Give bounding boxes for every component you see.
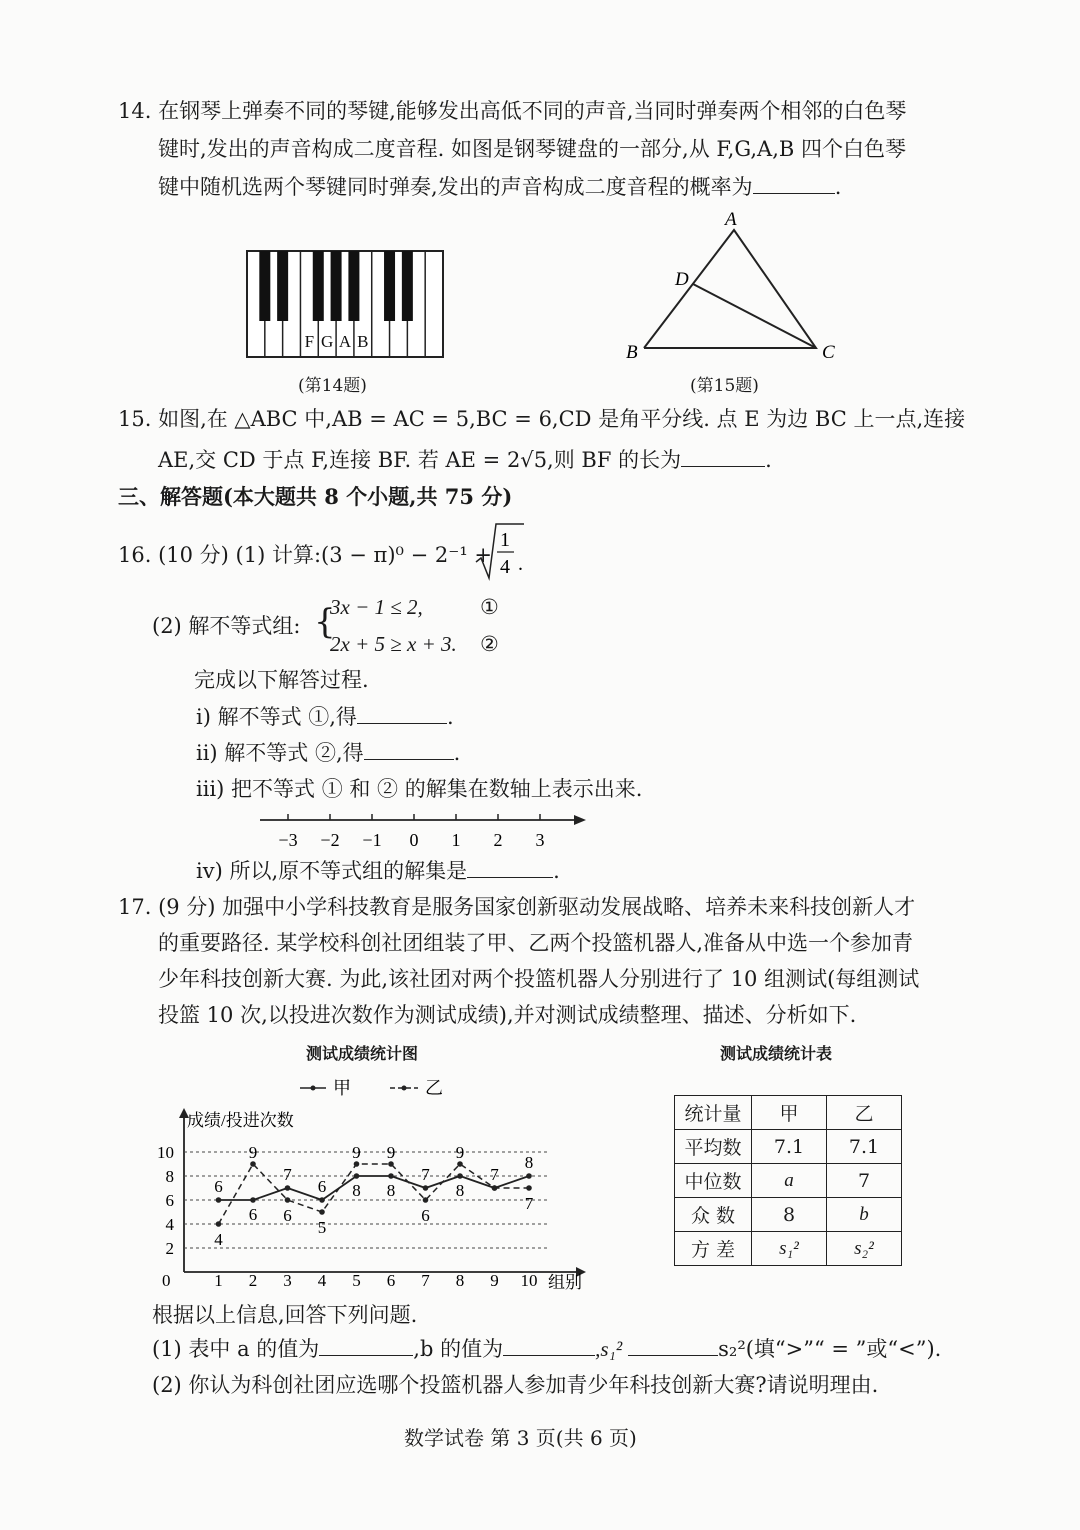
x-axis-label: 组别	[548, 1273, 582, 1292]
q15-line1: 15. 如图,在 △ABC 中,AB = AC = 5,BC = 6,CD 是角平分线. 点 E 为边 BC 上一点,连接	[118, 407, 966, 431]
data-label-yi: 4	[214, 1230, 223, 1249]
q17-after: 根据以上信息,回答下列问题.	[152, 1303, 418, 1327]
number-line-tick-label: −1	[362, 830, 382, 850]
table-header-cell: 甲	[752, 1096, 827, 1130]
number-line	[256, 808, 596, 852]
table-row	[675, 1198, 902, 1232]
data-point-jia	[526, 1173, 532, 1179]
q14-line2: 键时,发出的声音构成二度音程. 如图是钢琴键盘的一部分,从 F,G,A,B 四个白色琴	[158, 137, 906, 161]
data-point-jia	[457, 1173, 463, 1179]
data-label-yi: 7	[524, 1194, 534, 1213]
table-cell: 7	[827, 1164, 902, 1198]
answer-blank	[628, 1354, 718, 1356]
x-tick-label: 8	[455, 1271, 465, 1290]
vertex-B-label: B	[626, 342, 638, 363]
answer-blank	[319, 1354, 413, 1356]
brace: {	[314, 602, 336, 642]
sqrt-fraction	[474, 522, 534, 582]
legend-label-jia: 甲	[333, 1078, 351, 1098]
data-label-jia: 7	[283, 1165, 292, 1184]
table-cell: 中位数	[675, 1164, 752, 1198]
x-tick-label: 3	[283, 1271, 292, 1290]
answer-blank	[364, 758, 454, 760]
table-cell: 方 差	[675, 1232, 752, 1266]
svg-text:.: .	[518, 553, 523, 575]
black-key	[384, 251, 395, 321]
vertex-D-label: D	[675, 269, 689, 290]
section-heading: 三、解答题(本大题共 8 个小题,共 75 分)	[118, 484, 513, 509]
stats-table	[674, 1095, 902, 1266]
piano-keyboard-figure	[246, 250, 444, 360]
black-key	[277, 251, 288, 321]
black-key	[313, 251, 324, 321]
q14-caption: (第14题)	[298, 376, 367, 396]
y-tick-label: 10	[157, 1143, 174, 1162]
data-point-yi	[319, 1209, 325, 1215]
data-label-jia: 6	[248, 1205, 258, 1224]
table-cell: s₂²	[827, 1232, 902, 1266]
mark-2: ②	[480, 632, 499, 656]
number-line-tick-label: −3	[278, 830, 298, 850]
data-label-yi: 6	[283, 1206, 292, 1225]
q17-answer-1: (1) 表中 a 的值为 ,b 的值为 ,s₁² s₂²(填“>”“ = ”或“<”).	[152, 1337, 942, 1361]
chart-legend	[300, 1078, 443, 1098]
frac-denominator: 4	[500, 556, 510, 578]
data-label-yi: 5	[317, 1218, 327, 1237]
answer-blank	[753, 192, 835, 194]
data-label-jia: 6	[317, 1177, 327, 1196]
data-point-yi	[354, 1161, 360, 1167]
table-header-cell: 统计量	[675, 1096, 752, 1130]
table-header-cell: 乙	[827, 1096, 902, 1130]
data-point-yi	[492, 1185, 498, 1191]
data-point-yi	[250, 1161, 256, 1167]
inequality-1: 3x − 1 ≤ 2,	[330, 595, 423, 619]
q17-answer-2: (2) 你认为科创社团应选哪个投篮机器人参加青少年科技创新大赛?请说明理由.	[152, 1373, 879, 1397]
data-point-jia	[388, 1173, 394, 1179]
table-cell: b	[827, 1198, 902, 1232]
black-key	[402, 251, 413, 321]
data-label-jia: 8	[352, 1181, 361, 1200]
white-key-label: G	[321, 332, 334, 351]
q17-line3: 少年科技创新大赛. 为此,该社团对两个投篮机器人分别进行了 10 组测试(每组测试	[158, 967, 920, 991]
inequality-2: 2x + 5 ≥ x + 3.	[330, 632, 457, 656]
data-label-jia: 8	[524, 1153, 534, 1172]
data-point-jia	[250, 1197, 256, 1203]
x-tick-label: 4	[317, 1271, 327, 1290]
x-tick-label: 7	[421, 1271, 430, 1290]
table-header-row	[675, 1096, 902, 1130]
table-cell: s₁²	[752, 1232, 827, 1266]
origin-label: 0	[162, 1271, 171, 1290]
q16-step4: ⅳ) 所以,原不等式组的解集是 .	[196, 859, 560, 883]
series-line-jia	[219, 1176, 530, 1200]
data-point-yi	[526, 1185, 532, 1191]
q16-part1: 16. (10 分) (1) 计算:(3 − π)⁰ − 2⁻¹ +	[118, 543, 493, 567]
page-footer: 数学试卷 第 3 页(共 6 页)	[404, 1426, 637, 1450]
q16-intro: 完成以下解答过程.	[194, 668, 369, 692]
x-tick-label: 6	[386, 1271, 396, 1290]
data-point-yi	[285, 1197, 291, 1203]
data-label-jia: 7	[490, 1165, 499, 1184]
q15-line2: AE,交 CD 于点 F,连接 BF. 若 AE = 2√5,则 BF 的长为 .	[158, 448, 772, 472]
q16-part2-label: (2) 解不等式组:	[152, 614, 301, 638]
x-tick-label: 5	[352, 1271, 361, 1290]
frac-numerator: 1	[500, 529, 510, 551]
number-line-tick-label: −2	[320, 830, 340, 850]
data-point-yi	[216, 1221, 222, 1227]
number-line-tick-label: 3	[535, 830, 545, 850]
data-label-yi: 9	[248, 1143, 258, 1162]
data-label-yi: 6	[421, 1206, 430, 1225]
y-tick-label: 2	[165, 1239, 174, 1258]
answer-blank	[681, 465, 765, 467]
legend-label-yi: 乙	[425, 1078, 443, 1098]
y-axis-label: 成绩/投进次数	[187, 1111, 294, 1130]
white-key-label: A	[338, 332, 352, 351]
white-key-label: F	[304, 332, 315, 351]
q14-line1: 14. 在钢琴上弹奏不同的琴键,能够发出高低不同的声音,当同时弹奏两个相邻的白色琴	[118, 99, 907, 123]
black-key	[331, 251, 342, 321]
x-tick-label: 10	[520, 1271, 538, 1290]
q16-step3: ⅲ) 把不等式 ① 和 ② 的解集在数轴上表示出来.	[196, 777, 643, 801]
data-label-jia: 8	[455, 1181, 465, 1200]
data-label-yi: 9	[352, 1143, 361, 1162]
table-row	[675, 1232, 902, 1266]
table-cell: 众 数	[675, 1198, 752, 1232]
mark-1: ①	[480, 595, 499, 619]
q16-step2: ⅱ) 解不等式 ②,得 .	[196, 741, 461, 765]
data-label-jia: 6	[214, 1177, 223, 1196]
y-tick-label: 6	[165, 1191, 174, 1210]
q17-line2: 的重要路径. 某学校科创社团组装了甲、乙两个投篮机器人,准备从中选一个参加青	[158, 931, 914, 955]
data-point-jia	[216, 1197, 222, 1203]
series-line-yi	[219, 1164, 530, 1224]
table-title: 测试成绩统计表	[720, 1044, 833, 1063]
black-key	[348, 251, 359, 321]
answer-blank	[467, 876, 553, 878]
x-tick-label: 9	[490, 1271, 499, 1290]
answer-blank	[357, 722, 447, 724]
triangle-figure	[620, 200, 850, 370]
data-point-jia	[423, 1185, 429, 1191]
chart-title: 测试成绩统计图	[306, 1044, 419, 1063]
answer-blank	[503, 1354, 595, 1356]
data-label-jia: 7	[421, 1165, 430, 1184]
table-cell: 平均数	[675, 1130, 752, 1164]
data-point-jia	[354, 1173, 360, 1179]
data-label-jia: 8	[386, 1181, 396, 1200]
vertex-C-label: C	[822, 342, 835, 363]
q17-line1: 17. (9 分) 加强中小学科技教育是服务国家创新驱动发展战略、培养未来科技创新人才	[118, 895, 916, 919]
q17-line4: 投篮 10 次,以投进次数作为测试成绩),并对测试成绩整理、描述、分析如下.	[158, 1003, 857, 1027]
data-point-jia	[285, 1185, 291, 1191]
data-point-yi	[457, 1161, 463, 1167]
vertex-A-label: A	[725, 209, 737, 230]
data-point-yi	[388, 1161, 394, 1167]
number-line-tick-label: 2	[493, 830, 503, 850]
q14-line3: 键中随机选两个琴键同时弹奏,发出的声音构成二度音程的概率为 .	[158, 175, 842, 199]
x-tick-label: 1	[214, 1271, 223, 1290]
q16-step1: ⅰ) 解不等式 ①,得 .	[196, 705, 454, 729]
y-tick-label: 8	[165, 1167, 174, 1186]
x-tick-label: 2	[248, 1271, 258, 1290]
number-line-tick-label: 1	[451, 830, 461, 850]
white-key-label: B	[357, 332, 369, 351]
black-key	[259, 251, 270, 321]
y-tick-label: 4	[165, 1215, 174, 1234]
table-row	[675, 1164, 902, 1198]
data-label-yi: 9	[455, 1143, 465, 1162]
table-cell: a	[752, 1164, 827, 1198]
table-cell: 7.1	[827, 1130, 902, 1164]
data-point-yi	[423, 1197, 429, 1203]
table-row	[675, 1130, 902, 1164]
data-label-yi: 9	[386, 1143, 396, 1162]
line-chart	[150, 1066, 610, 1296]
table-cell: 8	[752, 1198, 827, 1232]
number-line-tick-label: 0	[409, 830, 419, 850]
table-cell: 7.1	[752, 1130, 827, 1164]
q15-caption: (第15题)	[690, 376, 759, 396]
data-point-jia	[319, 1197, 325, 1203]
